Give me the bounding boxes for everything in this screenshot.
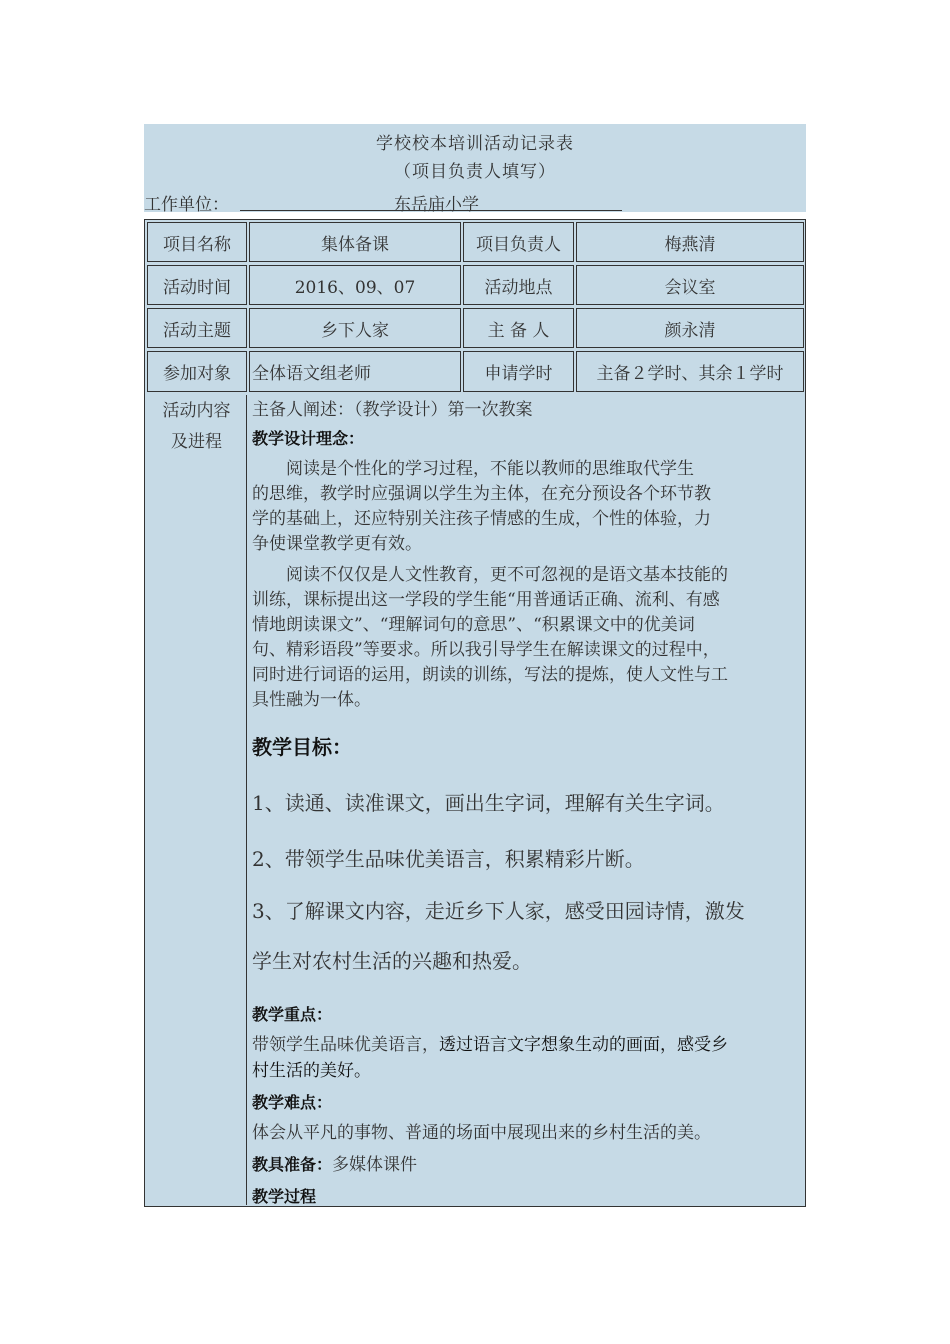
participants-value: 全体语文组老师: [249, 351, 461, 392]
key-point-line-2: 村生活的美好。: [252, 1061, 371, 1081]
content-label: [147, 395, 247, 1205]
goal-2: 2、带领学生品味优美语言，积累精彩片断。: [252, 847, 645, 871]
difficulty-text: 体会从平凡的事物、普通的场面中展现出来的乡村生活的美。: [252, 1123, 711, 1143]
project-name-value: 集体备课: [249, 222, 461, 262]
form-subtitle: （项目负责人填写）: [394, 162, 556, 182]
project-lead-value: 梅燕清: [576, 222, 804, 262]
design-paragraph-2: [252, 563, 802, 713]
activity-time-value: 2016、09、07: [249, 265, 461, 305]
design-p2-line: 情地朗读课文”、“理解词句的意思”、“积累课文中的优美词: [252, 615, 695, 635]
goal-3-line-2: 学生对农村生活的兴趣和热爱。: [252, 949, 532, 973]
difficulty-heading: 教学难点：: [252, 1093, 333, 1112]
lead-preparer-label: 主 备 人: [463, 308, 574, 348]
design-paragraph-1: [252, 457, 802, 557]
design-p2-line: 同时进行词语的运用，朗读的训练，写法的提炼，使人文性与工: [252, 665, 728, 685]
design-heading: 教学设计理念：: [252, 429, 365, 448]
goal-1: 1、读通、读准课文，画出生字词，理解有关生字词。: [252, 791, 725, 815]
activity-topic-value: 乡下人家: [249, 308, 461, 348]
design-p2-line: 具性融为一体。: [252, 690, 371, 710]
process-heading: 教学过程: [252, 1187, 317, 1206]
credit-hours-label: 申请学时: [463, 351, 574, 392]
form-header: [144, 124, 806, 215]
key-point-text-b: 透过语言文字想象生动的画面，感受乡: [439, 1035, 728, 1055]
design-p1-line: 的思维，教学时应强调以学生为主体，在充分预设各个环节教: [252, 484, 711, 504]
goal-3-line-1: 3、了解课文内容，走近乡下人家，感受田园诗情，激发: [252, 899, 745, 923]
tools-line: [252, 1152, 802, 1178]
design-p1-line: 争使课堂教学更有效。: [252, 534, 422, 554]
project-name-label: 项目名称: [147, 222, 247, 262]
key-point-heading: 教学重点：: [252, 1005, 333, 1024]
design-p1-line: 学的基础上，还应特别关注孩子情感的生成，个性的体验，力: [252, 509, 711, 529]
key-point-text-a: 带领学生品味优美语言，: [252, 1035, 439, 1055]
design-p2-line: 阅读不仅仅是人文性教育，更不可忽视的是语文基本技能的: [252, 565, 728, 585]
credit-hours-value: 主备２学时、其余１学时: [576, 351, 804, 392]
design-p2-line: 训练，课标提出这一学段的学生能“用普通话正确、流利、有感: [252, 590, 720, 610]
activity-topic-label: 活动主题: [147, 308, 247, 348]
activity-place-value: 会议室: [576, 265, 804, 305]
tools-heading: 教具准备：: [252, 1155, 333, 1174]
content-body: [252, 397, 802, 1210]
activity-time-label: 活动时间: [147, 265, 247, 305]
tools-text: 多媒体课件: [332, 1155, 418, 1175]
content-label-line2: 及进程: [171, 432, 222, 452]
lead-preparer-value: 颜永清: [576, 308, 804, 348]
design-p2-line: 句、精彩语段”等要求。所以我引导学生在解读课文的过程中，: [252, 640, 720, 660]
content-label-line1: 活动内容: [162, 401, 231, 421]
participants-label: 参加对象: [147, 351, 247, 392]
goals-heading: 教学目标：: [252, 735, 352, 759]
intro-line: 主备人阐述：（教学设计）第一次教案: [252, 400, 533, 420]
form-title: 学校校本培训活动记录表: [376, 134, 574, 154]
work-unit-label: 工作单位：: [144, 195, 229, 215]
design-p1-line: 阅读是个性化的学习过程，不能以教师的思维取代学生: [252, 459, 694, 479]
key-point-line-1: [252, 1032, 802, 1058]
project-lead-label: 项目负责人: [463, 222, 574, 262]
work-unit-value: 东岳庙小学: [394, 195, 479, 215]
activity-place-label: 活动地点: [463, 265, 574, 305]
